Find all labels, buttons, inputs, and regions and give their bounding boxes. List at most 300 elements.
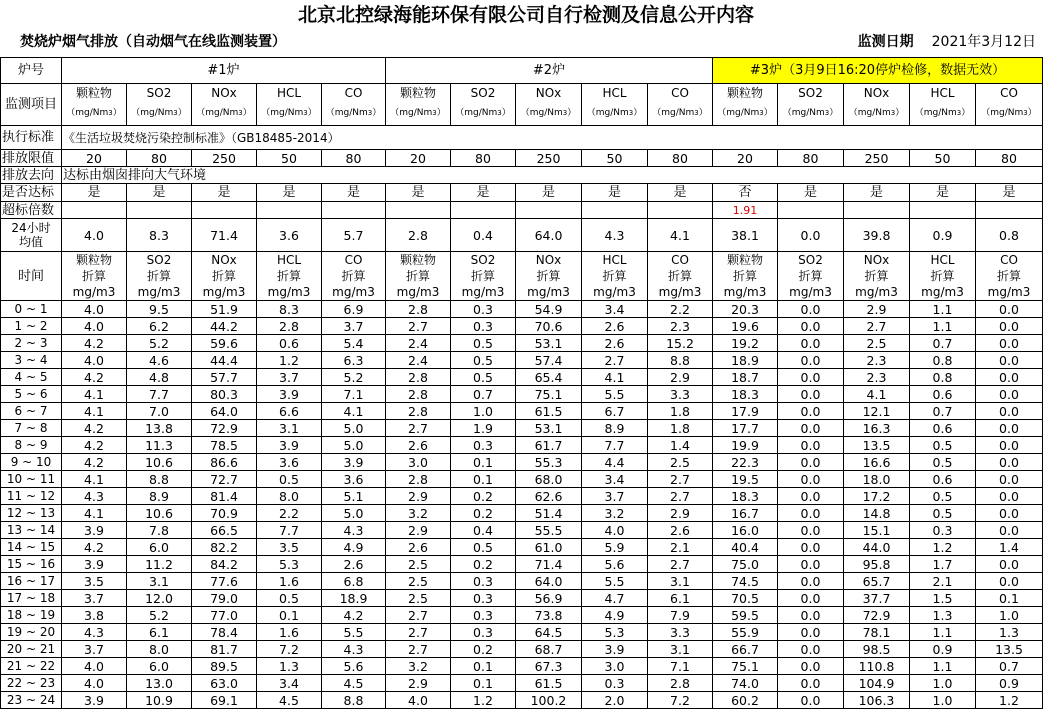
hour-value: 3.9 <box>257 386 322 403</box>
table-row <box>1 692 1043 709</box>
hourly-item-name: SO2 <box>778 252 844 269</box>
limit-value: 80 <box>451 150 516 167</box>
hour-value: 0.6 <box>910 386 976 403</box>
hour-value: 0.0 <box>976 522 1043 539</box>
hour-value: 68.0 <box>516 471 582 488</box>
table-row <box>1 624 1043 641</box>
hour-value: 8.8 <box>648 352 713 369</box>
hour-value: 1.2 <box>257 352 322 369</box>
hourly-unit: mg/m3 <box>844 284 910 301</box>
hour-value: 2.6 <box>386 437 451 454</box>
destination-label: 排放去向 <box>1 167 62 184</box>
hour-value: 2.9 <box>648 505 713 522</box>
hour-value: 4.9 <box>582 607 648 624</box>
hourly-item-name: 颗粒物 <box>713 252 778 269</box>
hour-value: 4.1 <box>62 403 127 420</box>
table-row <box>1 369 1043 386</box>
exceed-value <box>127 202 192 219</box>
avg24-value: 2.8 <box>386 219 451 252</box>
hour-value: 95.8 <box>844 556 910 573</box>
item-unit <box>127 102 192 126</box>
exceed-value <box>257 202 322 219</box>
hour-value: 6.0 <box>127 539 192 556</box>
hourly-converted: 折算 <box>192 269 257 284</box>
avg24-value: 0.9 <box>910 219 976 252</box>
hour-value: 0.5 <box>910 505 976 522</box>
unit-superscript: 3 <box>173 108 178 117</box>
hourly-converted: 折算 <box>648 269 713 284</box>
hour-value: 18.0 <box>844 471 910 488</box>
hour-value: 0.0 <box>778 590 844 607</box>
hour-value: 3.0 <box>582 658 648 675</box>
hour-value: 13.5 <box>844 437 910 454</box>
hour-value: 3.9 <box>62 556 127 573</box>
unit-superscript: 3 <box>1023 108 1028 117</box>
hour-value: 59.6 <box>192 335 257 352</box>
hour-value: 2.8 <box>386 301 451 318</box>
hourly-unit: mg/m3 <box>386 284 451 301</box>
hour-value: 0.3 <box>451 607 516 624</box>
hour-value: 81.7 <box>192 641 257 658</box>
unit-text: （mg/Nm <box>131 107 174 118</box>
hour-value: 0.9 <box>976 675 1043 692</box>
hour-value: 4.2 <box>62 369 127 386</box>
hour-range: 13 ~ 14 <box>1 522 62 539</box>
hour-value: 2.6 <box>582 335 648 352</box>
hour-value: 110.8 <box>844 658 910 675</box>
hour-value: 2.9 <box>386 522 451 539</box>
hour-range: 5 ~ 6 <box>1 386 62 403</box>
hour-value: 5.2 <box>127 335 192 352</box>
hour-value: 1.7 <box>910 556 976 573</box>
hour-value: 0.0 <box>778 692 844 709</box>
unit-superscript: 3 <box>956 108 962 117</box>
hour-value: 0.1 <box>257 607 322 624</box>
hour-value: 4.6 <box>127 352 192 369</box>
avg24-value: 4.1 <box>648 219 713 252</box>
furnace-label: 炉号 <box>1 58 62 84</box>
hour-value: 0.0 <box>976 471 1043 488</box>
hour-value: 15.1 <box>844 522 910 539</box>
item-unit <box>713 102 778 126</box>
hour-value: 4.1 <box>582 369 648 386</box>
hour-value: 66.5 <box>192 522 257 539</box>
unit-close: ） <box>501 107 511 118</box>
hour-value: 0.0 <box>976 420 1043 437</box>
hourly-item-name: HCL <box>257 252 322 269</box>
hour-value: 13.8 <box>127 420 192 437</box>
hour-value: 0.0 <box>976 573 1043 590</box>
item-name: 颗粒物 <box>713 84 778 102</box>
hour-value: 57.4 <box>516 352 582 369</box>
hour-value: 5.0 <box>322 505 386 522</box>
compliance-value: 是 <box>322 184 386 202</box>
hour-value: 2.7 <box>648 488 713 505</box>
hour-value: 15.2 <box>648 335 713 352</box>
limit-value: 20 <box>386 150 451 167</box>
hour-value: 8.0 <box>127 641 192 658</box>
hour-value: 104.9 <box>844 675 910 692</box>
limit-value: 20 <box>713 150 778 167</box>
hour-value: 0.1 <box>451 658 516 675</box>
item-name: NOx <box>844 84 910 102</box>
unit-close: ） <box>112 107 122 118</box>
hour-value: 44.0 <box>844 539 910 556</box>
table-row <box>1 539 1043 556</box>
hourly-unit: mg/m3 <box>582 284 648 301</box>
hour-value: 0.5 <box>451 335 516 352</box>
hour-value: 2.4 <box>386 335 451 352</box>
hour-value: 4.3 <box>322 641 386 658</box>
unit-superscript: 3 <box>303 108 308 117</box>
hour-value: 0.0 <box>778 352 844 369</box>
item-name: CO <box>648 84 713 102</box>
hour-value: 61.7 <box>516 437 582 454</box>
unit-text: （mg/Nm <box>196 107 239 118</box>
hour-value: 69.1 <box>192 692 257 709</box>
hour-value: 0.0 <box>976 386 1043 403</box>
avg24-value: 5.7 <box>322 219 386 252</box>
exceed-value <box>192 202 257 219</box>
hour-value: 6.9 <box>322 301 386 318</box>
hour-value: 0.0 <box>976 301 1043 318</box>
hour-value: 0.0 <box>778 505 844 522</box>
hour-value: 55.9 <box>713 624 778 641</box>
hour-value: 5.9 <box>582 539 648 556</box>
hour-value: 0.0 <box>778 335 844 352</box>
unit-superscript: 3 <box>432 108 437 117</box>
hour-value: 51.4 <box>516 505 582 522</box>
hour-value: 74.0 <box>713 675 778 692</box>
hour-range: 14 ~ 15 <box>1 539 62 556</box>
unit-close: ） <box>177 107 187 118</box>
hour-value: 0.7 <box>976 658 1043 675</box>
hour-value: 3.3 <box>648 624 713 641</box>
hour-value: 4.5 <box>322 675 386 692</box>
hour-value: 18.3 <box>713 386 778 403</box>
hour-value: 2.9 <box>648 369 713 386</box>
hour-value: 0.2 <box>451 488 516 505</box>
limit-value: 250 <box>192 150 257 167</box>
hour-value: 6.1 <box>127 624 192 641</box>
hour-value: 0.0 <box>778 454 844 471</box>
unit-close: ） <box>698 107 708 118</box>
limit-value: 80 <box>127 150 192 167</box>
hour-value: 8.9 <box>127 488 192 505</box>
compliance-value: 是 <box>386 184 451 202</box>
hour-value: 12.0 <box>127 590 192 607</box>
hourly-converted: 折算 <box>844 269 910 284</box>
hour-value: 3.4 <box>582 471 648 488</box>
compliance-value: 是 <box>582 184 648 202</box>
hour-value: 5.4 <box>322 335 386 352</box>
hour-value: 0.3 <box>582 675 648 692</box>
compliance-value: 是 <box>62 184 127 202</box>
hour-value: 70.5 <box>713 590 778 607</box>
hour-value: 4.0 <box>582 522 648 539</box>
exceed-value <box>322 202 386 219</box>
hour-value: 2.7 <box>844 318 910 335</box>
limit-value: 250 <box>844 150 910 167</box>
limit-value: 250 <box>516 150 582 167</box>
hour-value: 18.9 <box>713 352 778 369</box>
hour-value: 2.5 <box>386 590 451 607</box>
hour-value: 1.5 <box>910 590 976 607</box>
hour-value: 4.0 <box>62 352 127 369</box>
unit-superscript: 3 <box>562 108 568 117</box>
hour-value: 0.0 <box>778 539 844 556</box>
hour-range: 18 ~ 19 <box>1 607 62 624</box>
hourly-unit: mg/m3 <box>257 284 322 301</box>
hour-value: 65.4 <box>516 369 582 386</box>
unit-text: （mg/Nm <box>325 107 368 118</box>
limit-value: 80 <box>322 150 386 167</box>
hour-value: 106.3 <box>844 692 910 709</box>
hour-value: 37.7 <box>844 590 910 607</box>
hourly-unit: mg/m3 <box>516 284 582 301</box>
hour-value: 3.6 <box>322 471 386 488</box>
compliance-value: 否 <box>713 184 778 202</box>
hour-value: 3.3 <box>648 386 713 403</box>
compliance-value: 是 <box>778 184 844 202</box>
hour-value: 56.9 <box>516 590 582 607</box>
hour-value: 0.0 <box>778 471 844 488</box>
exceed-value <box>62 202 127 219</box>
hour-value: 0.0 <box>778 641 844 658</box>
hour-value: 6.7 <box>582 403 648 420</box>
compliance-value: 是 <box>451 184 516 202</box>
hour-value: 7.0 <box>127 403 192 420</box>
hour-value: 4.2 <box>322 607 386 624</box>
avg24-value: 4.3 <box>582 219 648 252</box>
hour-value: 4.1 <box>62 505 127 522</box>
hour-value: 0.5 <box>451 352 516 369</box>
unit-close: ） <box>1027 107 1037 118</box>
hour-value: 0.3 <box>451 437 516 454</box>
hour-value: 11.2 <box>127 556 192 573</box>
hour-value: 0.0 <box>778 573 844 590</box>
item-name: HCL <box>582 84 648 102</box>
hour-value: 18.3 <box>713 488 778 505</box>
table-row <box>1 675 1043 692</box>
hourly-converted: 折算 <box>713 269 778 284</box>
hour-value: 5.2 <box>322 369 386 386</box>
hour-value: 7.1 <box>322 386 386 403</box>
hourly-unit: mg/m3 <box>322 284 386 301</box>
hour-value: 1.6 <box>257 624 322 641</box>
hour-value: 61.5 <box>516 675 582 692</box>
hour-value: 0.9 <box>910 641 976 658</box>
hour-value: 4.4 <box>582 454 648 471</box>
hour-value: 3.2 <box>582 505 648 522</box>
hour-value: 3.9 <box>62 522 127 539</box>
hour-value: 0.0 <box>976 403 1043 420</box>
hour-value: 6.2 <box>127 318 192 335</box>
hour-value: 0.1 <box>451 471 516 488</box>
hourly-unit: mg/m3 <box>713 284 778 301</box>
hour-value: 3.7 <box>322 318 386 335</box>
item-name: 颗粒物 <box>62 84 127 102</box>
unit-close: ） <box>436 107 446 118</box>
unit-text: （mg/Nm <box>914 107 957 118</box>
hourly-item-name: NOx <box>844 252 910 269</box>
unit-close: ） <box>829 107 839 118</box>
hour-value: 0.1 <box>976 590 1043 607</box>
hour-value: 13.0 <box>127 675 192 692</box>
hour-value: 70.9 <box>192 505 257 522</box>
hour-value: 0.0 <box>778 624 844 641</box>
hour-value: 3.7 <box>257 369 322 386</box>
hour-range: 9 ~ 10 <box>1 454 62 471</box>
hour-range: 2 ~ 3 <box>1 335 62 352</box>
avg24-value: 3.6 <box>257 219 322 252</box>
hour-value: 1.0 <box>451 403 516 420</box>
item-unit <box>976 102 1043 126</box>
hour-value: 5.5 <box>322 624 386 641</box>
hour-range: 0 ~ 1 <box>1 301 62 318</box>
hour-range: 8 ~ 9 <box>1 437 62 454</box>
hour-value: 51.9 <box>192 301 257 318</box>
table-row <box>1 403 1043 420</box>
hour-value: 72.9 <box>844 607 910 624</box>
avg24-value: 8.3 <box>127 219 192 252</box>
hour-range: 3 ~ 4 <box>1 352 62 369</box>
hour-value: 7.2 <box>648 692 713 709</box>
hour-value: 1.0 <box>910 675 976 692</box>
hour-value: 0.4 <box>451 522 516 539</box>
item-unit <box>910 102 976 126</box>
hour-value: 13.5 <box>976 641 1043 658</box>
hour-value: 78.4 <box>192 624 257 641</box>
hour-value: 0.0 <box>778 675 844 692</box>
hour-value: 2.9 <box>844 301 910 318</box>
hour-value: 6.1 <box>648 590 713 607</box>
hour-value: 44.2 <box>192 318 257 335</box>
hour-value: 3.9 <box>257 437 322 454</box>
hour-value: 6.3 <box>322 352 386 369</box>
hour-value: 0.0 <box>778 437 844 454</box>
hour-value: 77.0 <box>192 607 257 624</box>
standard-value: 《生活垃圾焚烧污染控制标准》（GB18485-2014） <box>62 126 1043 150</box>
hour-value: 59.5 <box>713 607 778 624</box>
hour-value: 44.4 <box>192 352 257 369</box>
table-row <box>1 607 1043 624</box>
hour-value: 3.1 <box>648 573 713 590</box>
hour-value: 3.8 <box>62 607 127 624</box>
hour-value: 78.1 <box>844 624 910 641</box>
hour-value: 3.5 <box>257 539 322 556</box>
hour-value: 0.0 <box>976 505 1043 522</box>
hour-value: 1.3 <box>976 624 1043 641</box>
hour-value: 75.1 <box>713 658 778 675</box>
hour-value: 89.5 <box>192 658 257 675</box>
limit-value: 80 <box>778 150 844 167</box>
item-name: HCL <box>257 84 322 102</box>
hour-value: 4.2 <box>62 454 127 471</box>
item-unit <box>844 102 910 126</box>
hour-value: 12.1 <box>844 403 910 420</box>
hour-value: 19.5 <box>713 471 778 488</box>
hour-value: 4.1 <box>62 471 127 488</box>
item-unit <box>516 102 582 126</box>
hour-value: 55.3 <box>516 454 582 471</box>
hour-value: 0.5 <box>910 437 976 454</box>
hour-value: 10.9 <box>127 692 192 709</box>
hour-value: 2.2 <box>257 505 322 522</box>
exceed-value <box>648 202 713 219</box>
hour-value: 4.2 <box>62 539 127 556</box>
hour-value: 0.0 <box>778 522 844 539</box>
unit-close: ） <box>763 107 773 118</box>
hour-value: 2.8 <box>257 318 322 335</box>
hour-value: 8.8 <box>322 692 386 709</box>
hour-value: 17.9 <box>713 403 778 420</box>
hour-value: 2.9 <box>386 675 451 692</box>
hour-value: 61.5 <box>516 403 582 420</box>
hour-value: 70.6 <box>516 318 582 335</box>
hour-value: 19.6 <box>713 318 778 335</box>
limit-value: 20 <box>62 150 127 167</box>
hour-value: 8.3 <box>257 301 322 318</box>
hour-value: 4.0 <box>62 318 127 335</box>
table-subtitle: 焚烧炉烟气排放（自动烟气在线监测装置） <box>20 34 286 50</box>
furnace-1-header: #1炉 <box>62 58 386 84</box>
hour-value: 5.0 <box>322 420 386 437</box>
hour-value: 0.5 <box>451 539 516 556</box>
hour-value: 5.6 <box>322 658 386 675</box>
hour-range: 10 ~ 11 <box>1 471 62 488</box>
hour-value: 67.3 <box>516 658 582 675</box>
hour-value: 0.3 <box>451 573 516 590</box>
hour-value: 0.0 <box>976 369 1043 386</box>
destination-value: 达标由烟囱排向大气环境 <box>62 167 1043 184</box>
hour-value: 0.0 <box>976 352 1043 369</box>
hour-value: 1.0 <box>910 692 976 709</box>
hourly-converted: 折算 <box>451 269 516 284</box>
hour-value: 0.0 <box>778 658 844 675</box>
hour-value: 4.1 <box>62 386 127 403</box>
hour-range: 15 ~ 16 <box>1 556 62 573</box>
hour-value: 77.6 <box>192 573 257 590</box>
compliance-value: 是 <box>648 184 713 202</box>
hour-value: 0.0 <box>778 420 844 437</box>
hour-value: 3.7 <box>582 488 648 505</box>
hour-value: 3.1 <box>127 573 192 590</box>
limit-value: 50 <box>582 150 648 167</box>
hourly-converted: 折算 <box>62 269 127 284</box>
hour-value: 2.2 <box>648 301 713 318</box>
hourly-item-name: 颗粒物 <box>386 252 451 269</box>
unit-superscript: 3 <box>890 108 896 117</box>
hour-value: 81.4 <box>192 488 257 505</box>
hourly-converted: 折算 <box>976 269 1043 284</box>
item-name: NOx <box>516 84 582 102</box>
hour-value: 0.0 <box>976 335 1043 352</box>
hour-value: 0.0 <box>778 369 844 386</box>
hour-value: 0.5 <box>257 471 322 488</box>
hour-value: 0.0 <box>778 556 844 573</box>
hour-value: 4.3 <box>62 488 127 505</box>
item-name: 颗粒物 <box>386 84 451 102</box>
item-name: CO <box>976 84 1043 102</box>
hour-value: 17.7 <box>713 420 778 437</box>
hourly-item-name: 颗粒物 <box>62 252 127 269</box>
unit-text: （mg/Nm <box>848 107 891 118</box>
hour-value: 1.1 <box>910 658 976 675</box>
hour-value: 5.5 <box>582 386 648 403</box>
compliance-label: 是否达标 <box>1 184 62 202</box>
hour-value: 16.0 <box>713 522 778 539</box>
